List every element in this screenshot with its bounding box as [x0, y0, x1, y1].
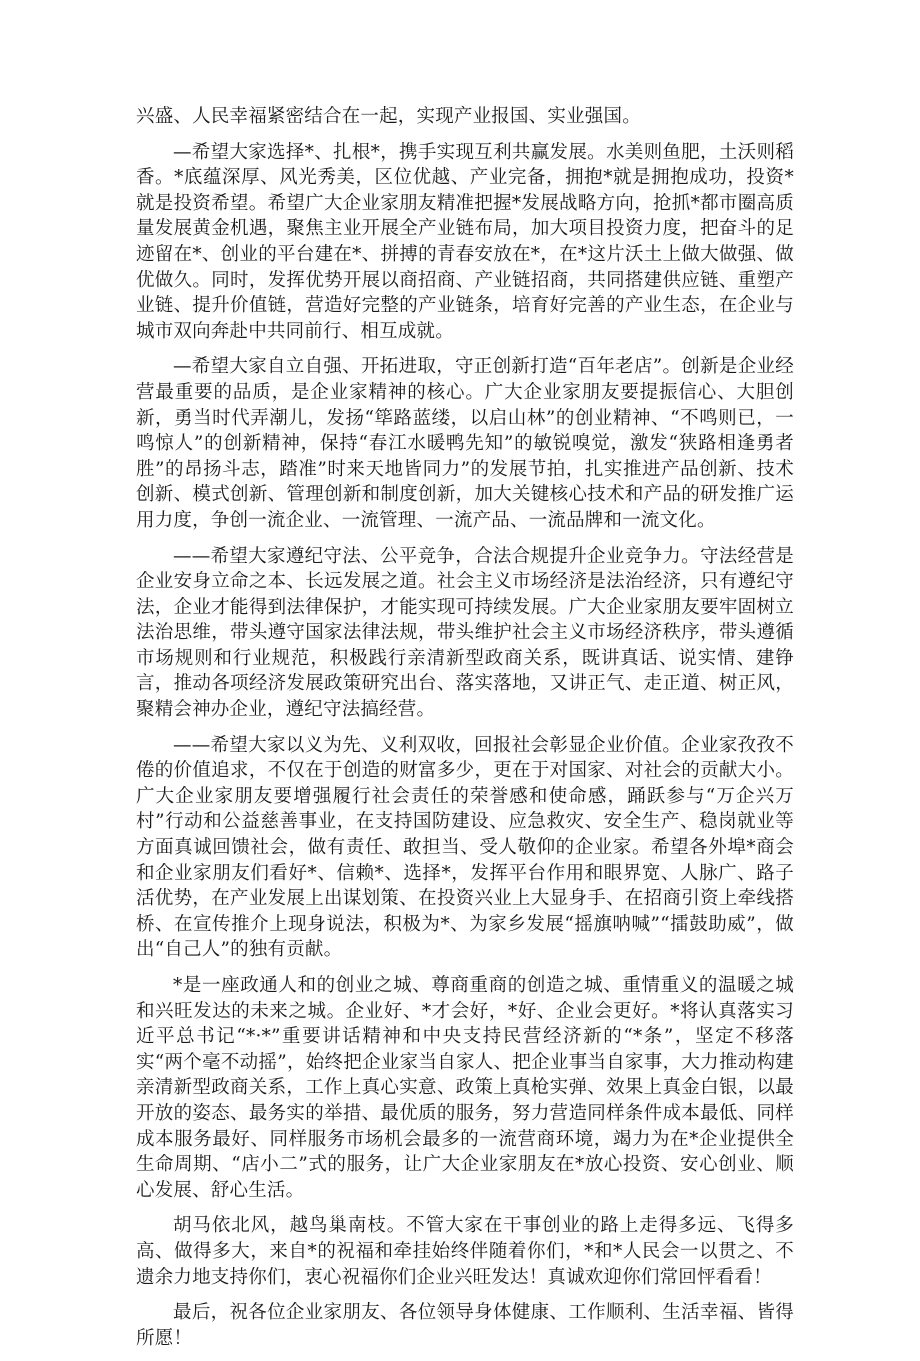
paragraph-social-responsibility: ——希望大家以义为先、义利双收，回报社会彰显企业价值。企业家孜孜不倦的价值追求，不仅在于创造的财富多少，更在于对国家、对社会的贡献大小。广大企业家朋友要增强履行社会责任的荣誉感和使命感，踊跃参与“万企兴万村”行动和公益慈善事业，在支持国防建设、应急救灾、安全生产、稳岗就业等方面真诚回馈社会，做有责任、敢担当、受人敬仰的企业家。希望各外埠*商会和企业家朋友们看好*、信赖*、选择*，发挥平台作用和眼界宽、人脉广、路子活优势，在产业发展上出谋划策、在投资兴业上大显身手、在招商引资上牵线搭桥、在宣传推介上现身说法，积极为*、为家乡发展“摇旗呐喊”“擂鼓助威”，做出“自己人”的独有贡献。 — [136, 734, 794, 961]
paragraph-innovation: —希望大家自立自强、开拓进取，守正创新打造“百年老店”。创新是企业经营最重要的品质，是企业家精神的核心。广大企业家朋友要提振信心、大胆创新，勇当时代弄潮儿，发扬“筚路蓝缕，以启山林”的创业精神、“不鸣则已，一鸣惊人”的创新精神，保持“春江水暖鸭先知”的敏锐嗅觉，激发“狭路相逢勇者胜”的昂扬斗志，踏准”时来天地皆同力”的发展节拍，扎实推进产品创新、技术创新、模式创新、管理创新和制度创新，加大关键核心技术和产品的研发推广运用力度，争创一流企业、一流管理、一流产品、一流品牌和一流文化。 — [136, 356, 794, 531]
paragraph-blessing: 胡马依北风，越鸟巢南枝。不管大家在干事创业的路上走得多远、飞得多高、做得多大，来自*的祝福和牵挂始终伴随着你们，*和*人民会一以贯之、不遗余力地支持你们，衷心祝福你们企业兴旺发达！真诚欢迎你们常回怦看看！ — [136, 1215, 794, 1288]
paragraph-rule-of-law: ——希望大家遵纪守法、公平竞争，合法合规提升企业竞争力。守法经营是企业安身立命之本、长远发展之道。社会主义市场经济是法治经济，只有遵纪守法，企业才能得到法律保护，才能实现可持续发展。广大企业家朋友要牢固树立法治思维，带头遵守国家法律法规，带头维护社会主义市场经济秩序，带头遵循市场规则和行业规范，积极践行亲清新型政商关系，既讲真话、说实情、建铮言，推动各项经济发展政策研究出台、落实落地，又讲正气、走正道、树正风，聚精会神办企业，遵纪守法搞经营。 — [136, 545, 794, 721]
paragraph-continuation: 兴盛、人民幸福紧密结合在一起，实现产业报国、实业强国。 — [136, 106, 641, 127]
paragraph-city-commitment: *是一座政通人和的创业之城、尊商重商的创造之城、重情重义的温暖之城和兴旺发达的未来之城。企业好、*才会好，*好、企业会更好。*将认真落实习近平总书记“*·*”重要讲话精神和中央支持民营经济新的“*条”，坚定不移落实“两个毫不动摇”，始终把企业家当自家人、把企业事当自家事，大力推动构建亲清新型政商关系，工作上真心实意、政策上真枪实弹、效果上真金白银，以最开放的姿态、最务实的举措、最优质的服务，努力营造同样条件成本最低、同样成本服务最好、同样服务市场机会最多的一流营商环境，竭力为在*企业提供全生命周期、“店小二”式的服务，让广大企业家朋友在*放心投资、安心创业、顺心发展、舒心生活。 — [136, 975, 794, 1201]
paragraph-closing: 最后，祝各位企业家朋友、各位领导身体健康、工作顺利、生活幸福、皆得所愿！ — [136, 1302, 794, 1349]
paragraph-invest-in-city: —希望大家选择*、扎根*，携手实现互利共赢发展。水美则鱼肥，土沃则稻香。*底蕴深厚、风光秀美，区位优越、产业完备，拥抱*就是拥抱成功，投资*就是投资希望。希望广大企业家朋友精准把握*发展战略方向，抢抓*都市圈高质量发展黄金机遇，聚焦主业开展全产业链布局，加大项目投资力度，把奋斗的足迹留在*、创业的平台建在*、拼搏的青春安放在*，在*这片沃土上做大做强、做优做久。同时，发挥优势开展以商招商、产业链招商，共同搭建供应链、重塑产业链、提升价值链，营造好完整的产业链条，培育好完善的产业生态，在企业与城市双向奔赴中共同前行、相互成就。 — [136, 141, 794, 342]
document-body — [136, 104, 794, 1361]
